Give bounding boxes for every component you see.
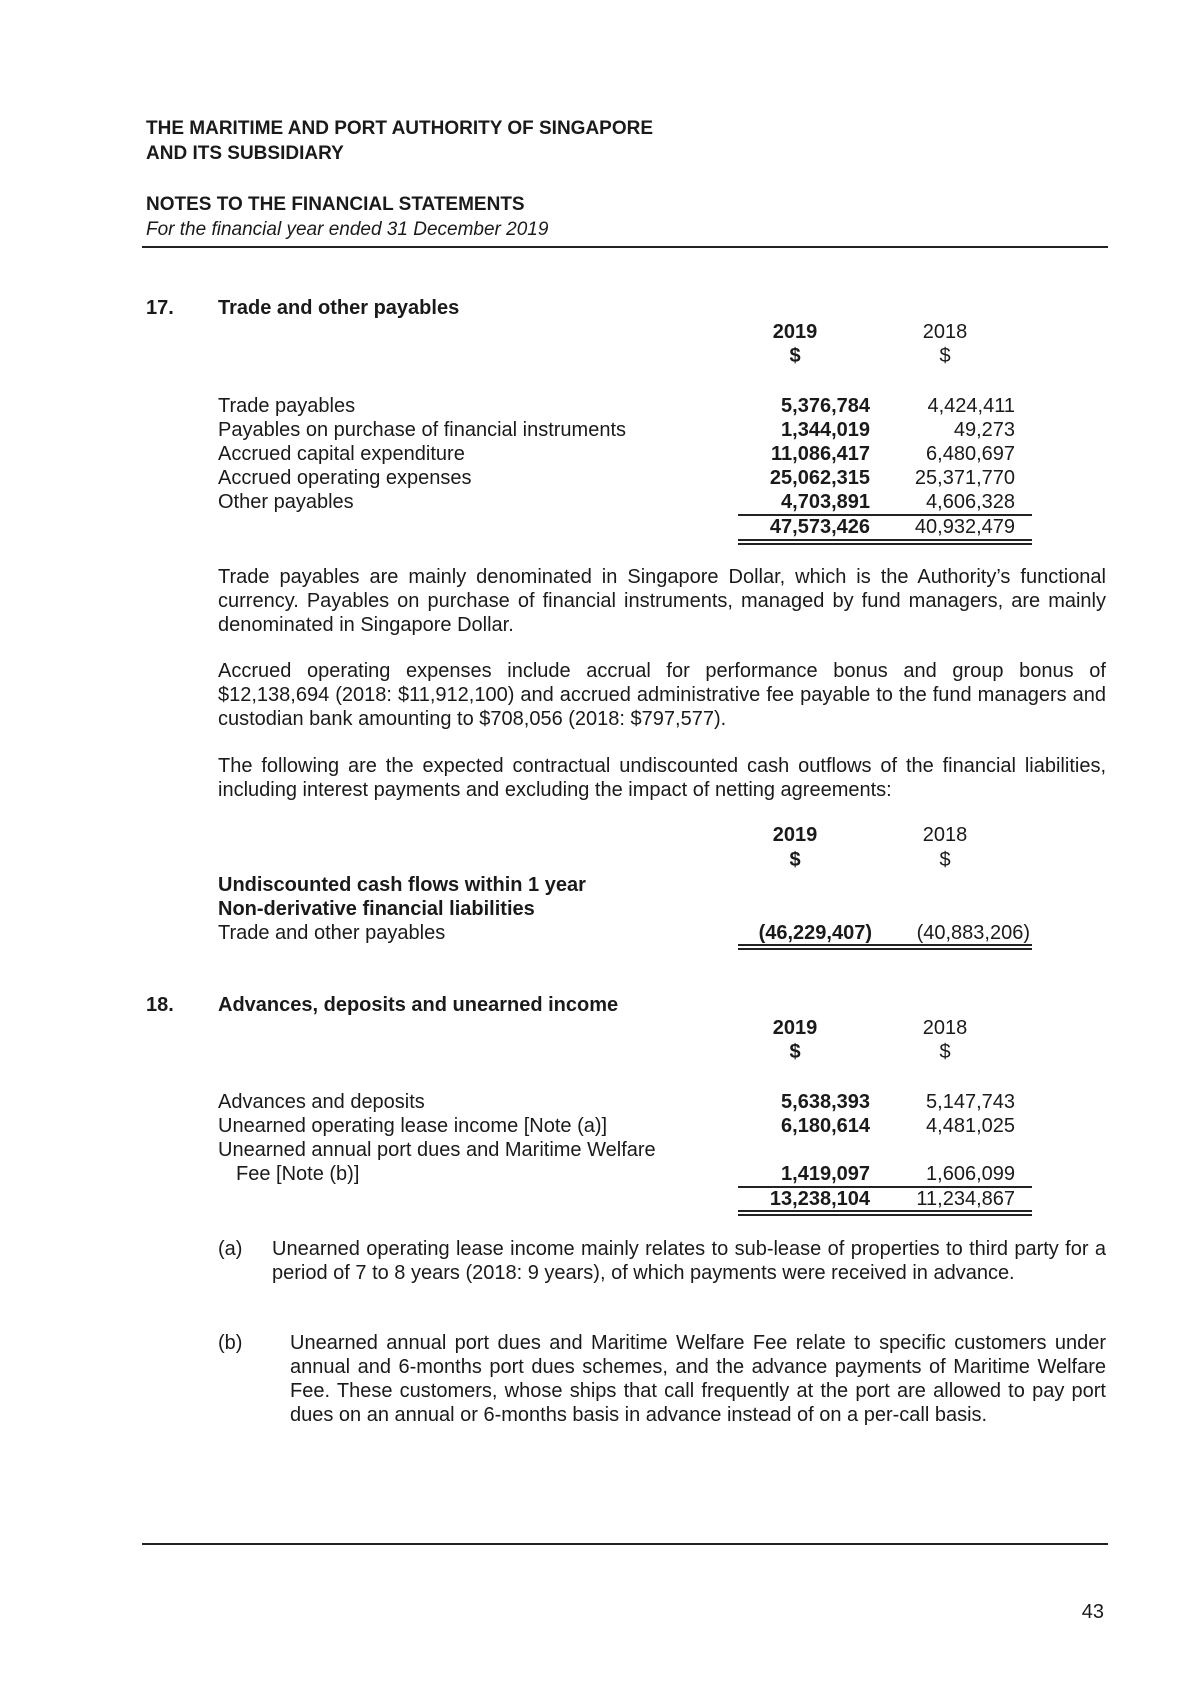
page-number: 43 bbox=[1081, 1601, 1104, 1623]
footer-rule bbox=[142, 1543, 1108, 1545]
note17-paragraph-1: Trade payables are mainly denominated in Singapore Dollar, which is the Authority’s functional currency. Payables on purchase of financial instruments, managed by fund managers, are mainly denominated in Singapore Dollar. bbox=[218, 566, 1106, 636]
table-row-label: Accrued operating expenses bbox=[218, 467, 472, 489]
cf-value-2018: (40,883,206) bbox=[916, 922, 1030, 944]
note-b-label: (b) bbox=[218, 1332, 243, 1354]
note-a-text: Unearned operating lease income mainly relates to sub-lease of properties to third party for a period of 7 to 8 years (2018: 9 years), of which payments were received in advance. bbox=[272, 1238, 1106, 1284]
table-cell-2019: 11,086,417 bbox=[771, 443, 870, 465]
total-2018: 11,234,867 bbox=[916, 1188, 1015, 1210]
total-rule-lower bbox=[738, 543, 1032, 545]
cf-col-2018: 2018 bbox=[922, 824, 968, 846]
note-a-label: (a) bbox=[218, 1238, 243, 1260]
note18-col-2018: 2018 bbox=[922, 1017, 968, 1039]
note-b-text: Unearned annual port dues and Maritime Welfare Fee relate to specific customers under annual and 6-months port dues schemes, and the advance payments of Maritime Welfare Fee. These customers, whose ships that call frequently at the port are allowed to pay port dues on an annual or 6-months basis in advance instead of on a per-call basis. bbox=[290, 1332, 1106, 1426]
note17-currency-2018: $ bbox=[939, 345, 951, 367]
table-row-label: Other payables bbox=[218, 491, 354, 513]
total-rule-lower bbox=[738, 1214, 1032, 1216]
org-name-line1: THE MARITIME AND PORT AUTHORITY OF SINGAPORE bbox=[146, 118, 654, 139]
cf-rule-upper bbox=[738, 944, 1032, 946]
table-row-label: Advances and deposits bbox=[218, 1091, 425, 1113]
note18-currency-2019: $ bbox=[789, 1041, 801, 1063]
table-row-label: Accrued capital expenditure bbox=[218, 443, 465, 465]
note18-title: Advances, deposits and unearned income bbox=[218, 994, 619, 1016]
table-cell-2018: 1,606,099 bbox=[926, 1163, 1015, 1185]
cf-col-2019: 2019 bbox=[772, 824, 818, 846]
total-rule-upper bbox=[738, 1210, 1032, 1212]
table-cell-2019: 25,062,315 bbox=[769, 467, 870, 489]
total-2019: 13,238,104 bbox=[769, 1188, 870, 1210]
table-cell-2019: 1,344,019 bbox=[781, 419, 870, 441]
table-row-label: Fee [Note (b)] bbox=[236, 1163, 360, 1185]
note18-currency-2018: $ bbox=[939, 1041, 951, 1063]
cf-currency-2018: $ bbox=[939, 849, 951, 871]
table-cell-2018: 49,273 bbox=[953, 419, 1015, 441]
table-cell-2018: 4,424,411 bbox=[927, 395, 1015, 417]
note17-paragraph-3: The following are the expected contractual undiscounted cash outflows of the financial liabilities, including interest payments and excluding the impact of netting agreements: bbox=[218, 755, 1106, 801]
table-cell-2018: 6,480,697 bbox=[926, 443, 1015, 465]
table-row-label: Payables on purchase of financial instruments bbox=[218, 419, 627, 441]
note17-currency-2019: $ bbox=[789, 345, 801, 367]
cf-heading-2: Non-derivative financial liabilities bbox=[218, 898, 535, 920]
note17-paragraph-2: Accrued operating expenses include accrual for performance bonus and group bonus of $12,138,694 (2018: $11,912,100) and accrued administrative fee payable to the fund managers and custodian bank amounting to $708,056 (2018: $797,577). bbox=[218, 660, 1106, 730]
table-cell-2018: 5,147,743 bbox=[926, 1091, 1015, 1113]
table-cell-2019: 4,703,891 bbox=[781, 491, 870, 513]
table-cell-2018: 4,481,025 bbox=[926, 1115, 1015, 1137]
table-cell-2019: 5,376,784 bbox=[781, 395, 870, 417]
cf-value-2019: (46,229,407) bbox=[758, 922, 872, 944]
note17-title: Trade and other payables bbox=[218, 297, 460, 319]
total-rule-upper bbox=[738, 539, 1032, 541]
total-2019: 47,573,426 bbox=[769, 516, 870, 538]
note17-number: 17. bbox=[146, 297, 174, 319]
note17-col-2018: 2018 bbox=[922, 321, 968, 343]
note17-col-2019: 2019 bbox=[772, 321, 818, 343]
table-cell-2019: 5,638,393 bbox=[781, 1091, 870, 1113]
table-row-label: Unearned operating lease income [Note (a)] bbox=[218, 1115, 608, 1137]
section-title: NOTES TO THE FINANCIAL STATEMENTS bbox=[146, 194, 525, 215]
period-subtitle: For the financial year ended 31 December 2019 bbox=[146, 219, 549, 240]
org-name-line2: AND ITS SUBSIDIARY bbox=[146, 143, 344, 164]
note18-number: 18. bbox=[146, 994, 174, 1016]
header-rule bbox=[142, 246, 1108, 248]
table-cell-2018: 25,371,770 bbox=[914, 467, 1015, 489]
note18-col-2019: 2019 bbox=[772, 1017, 818, 1039]
table-cell-2019: 6,180,614 bbox=[781, 1115, 870, 1137]
table-row-label: Unearned annual port dues and Maritime Welfare bbox=[218, 1139, 656, 1161]
cf-row-label: Trade and other payables bbox=[218, 922, 446, 944]
cf-rule-lower bbox=[738, 948, 1032, 950]
table-row-label: Trade payables bbox=[218, 395, 356, 417]
cf-heading-1: Undiscounted cash flows within 1 year bbox=[218, 874, 586, 896]
cf-currency-2019: $ bbox=[789, 849, 801, 871]
total-2018: 40,932,479 bbox=[914, 516, 1015, 538]
table-cell-2019: 1,419,097 bbox=[781, 1163, 870, 1185]
table-cell-2018: 4,606,328 bbox=[926, 491, 1015, 513]
